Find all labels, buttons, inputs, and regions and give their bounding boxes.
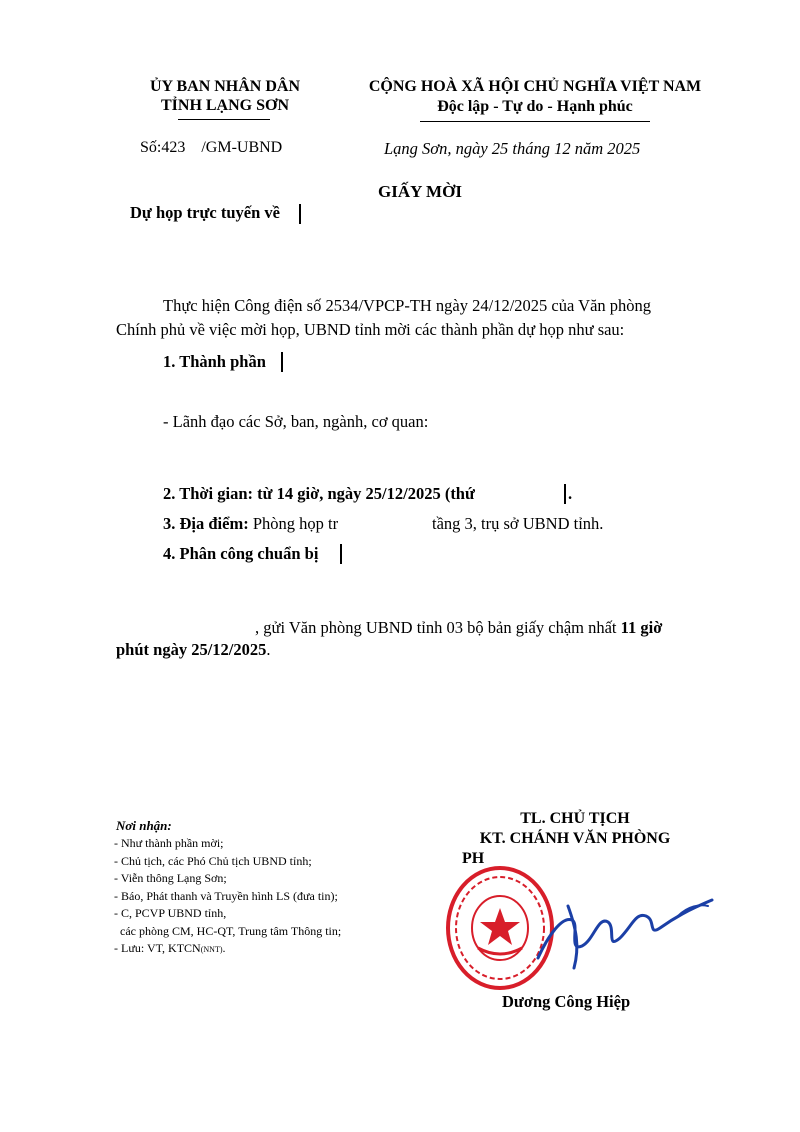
recipient-item: - Báo, Phát thanh và Truyền hình LS (đưa tin);	[114, 888, 338, 903]
recipient-item: - Chủ tịch, các Phó Chủ tịch UBND tỉnh;	[114, 853, 312, 868]
document-title: GIẤY MỜI	[378, 182, 462, 201]
recipient-end: .	[222, 941, 226, 955]
doc-number-suffix: /GM-UBND	[201, 139, 283, 156]
signature-title-1: TL. CHỦ TỊCH	[520, 810, 630, 827]
section-2-text: 2. Thời gian: từ 14 giờ, ngày 25/12/2025 (thứ	[163, 484, 475, 503]
section-2-title	[163, 484, 475, 504]
national-motto: Độc lập - Tự do - Hạnh phúc	[437, 98, 633, 115]
section-3-text-a: Phòng họp tr	[252, 514, 339, 533]
redaction-bar	[340, 544, 342, 564]
province-name: TỈNH LẠNG SƠN	[160, 97, 290, 114]
prep-deadline-date: phút ngày 25/12/2025	[116, 640, 267, 659]
header-left-underline	[178, 119, 270, 120]
intro-line-1: Thực hiện Công điện số 2534/VPCP-TH ngày 24/12/2025 của Văn phòng	[163, 296, 652, 315]
recipient-item: - Như thành phần mời;	[114, 836, 224, 850]
signature-title-3: PH	[462, 850, 485, 867]
redaction-bar	[299, 204, 301, 224]
doc-number-value: 423	[161, 139, 186, 156]
section-3	[163, 514, 338, 534]
recipient-item-last	[114, 941, 341, 959]
prep-line-1	[255, 618, 662, 638]
section-3-label: 3. Địa điểm:	[163, 514, 249, 533]
prep-line-2	[116, 640, 271, 660]
signature-title-2: KT. CHÁNH VĂN PHÒNG	[479, 830, 671, 847]
section-2-end: .	[568, 484, 573, 503]
prep-deadline-hour: 11 giờ	[620, 618, 663, 637]
recipients-heading: Nơi nhận:	[116, 818, 172, 833]
national-title: CỘNG HOÀ XÃ HỘI CHỦ NGHĨA VIỆT NAM	[368, 78, 702, 95]
header-right-underline	[420, 121, 650, 122]
signer-name: Dương Công Hiệp	[502, 992, 631, 1011]
prep-line-1-text: , gửi Văn phòng UBND tỉnh 03 bộ bản giấy chậm nhất	[255, 618, 617, 637]
agency-name: ỦY BAN NHÂN DÂN	[149, 78, 301, 95]
recipient-item: - Viễn thông Lạng Sơn;	[114, 871, 227, 885]
section-3-text-b: tầng 3, trụ sở UBND tỉnh.	[432, 514, 604, 533]
handwritten-signature-icon	[528, 876, 718, 976]
section-1-item: - Lãnh đạo các Sở, ban, ngành, cơ quan:	[163, 412, 429, 431]
recipient-item: - Lưu: VT, KTCN	[114, 941, 201, 955]
section-1-title: 1. Thành phần	[163, 352, 266, 371]
redaction-bar	[564, 484, 566, 504]
document-subject: Dự họp trực tuyến về	[130, 203, 280, 222]
prep-line-2-end: .	[266, 640, 271, 659]
redaction-bar	[281, 352, 283, 372]
doc-number	[140, 139, 282, 157]
recipient-suffix: (NNT)	[200, 945, 223, 954]
recipient-item: - C, PCVP UBND tỉnh,	[114, 906, 227, 920]
intro-line-2: Chính phủ về việc mời họp, UBND tỉnh mời các thành phần dự họp như sau:	[116, 320, 625, 339]
recipients-list	[114, 836, 341, 959]
section-4-title: 4. Phân công chuẩn bị	[163, 544, 319, 563]
date-line: Lạng Sơn, ngày 25 tháng 12 năm 2025	[384, 139, 641, 158]
recipient-item: các phòng CM, HC-QT, Trung tâm Thông tin;	[114, 923, 342, 938]
doc-number-prefix: Số:	[140, 139, 162, 156]
